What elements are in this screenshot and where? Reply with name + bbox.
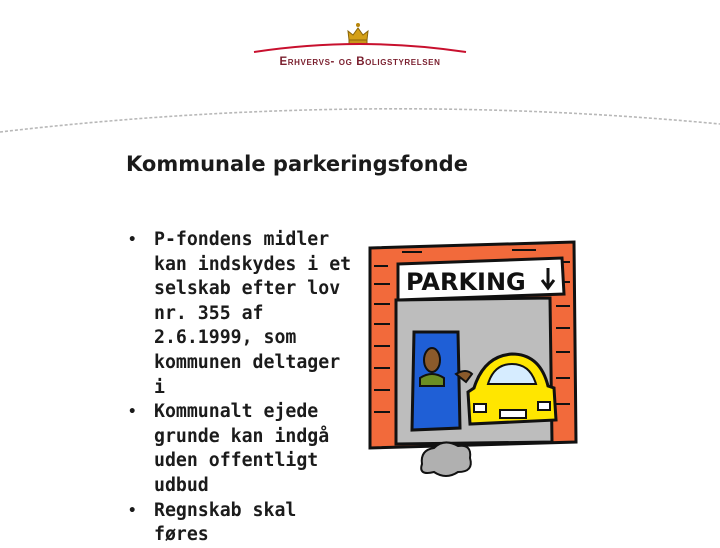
slide-title: Kommunale parkeringsfonde (126, 152, 468, 176)
bullet-item (126, 400, 358, 498)
slide-header (0, 0, 720, 140)
parking-sign-text: PARKING (406, 268, 526, 296)
bullet-icon: • (128, 232, 137, 248)
bullet-text: Regnskab skal føres (154, 499, 297, 546)
organization-name: Erhvervs- og Boligstyrelsen (279, 56, 441, 68)
header-swoosh (0, 90, 720, 140)
bullet-list (126, 228, 358, 548)
bullet-icon: • (128, 502, 137, 519)
bullet-text: Kommunalt ejede grunde kan indgå uden offentligt udbud (154, 401, 330, 496)
logo-arc (252, 40, 468, 54)
bullet-icon: • (128, 404, 137, 421)
bullet-text: P-fondens midler kan indskydes i et selskab efter lov nr. 355 af 2.6.1999, som kommunen deltager i (154, 229, 352, 398)
parking-garage-clipart (362, 228, 582, 488)
bullet-item (126, 228, 358, 400)
bullet-item (126, 499, 358, 548)
